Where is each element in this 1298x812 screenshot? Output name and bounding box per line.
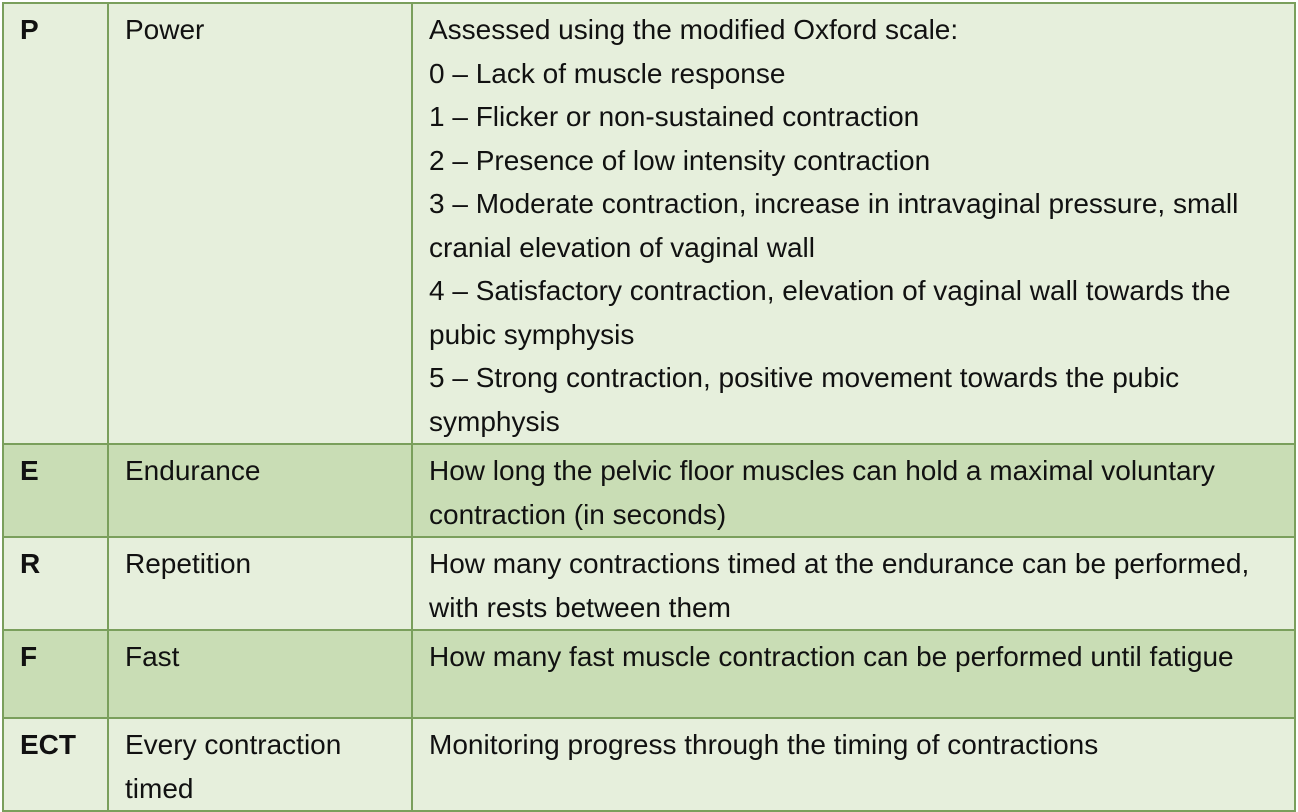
- row-name: Fast: [108, 630, 412, 718]
- row-name: Every contraction timed: [108, 718, 412, 811]
- row-name: Power: [108, 3, 412, 444]
- scale-level-5: 5 – Strong contraction, positive movement towards the pubic symphysis: [429, 362, 1180, 437]
- scale-level-1: 1 – Flicker or non-sustained contraction: [429, 101, 920, 132]
- row-letter: F: [3, 630, 108, 718]
- table-row-endurance: [3, 444, 1295, 537]
- scale-level-0: 0 – Lack of muscle response: [429, 57, 786, 89]
- row-letter: ECT: [3, 718, 108, 811]
- row-name: Endurance: [108, 444, 412, 537]
- scale-level-4: 4 – Satisfactory contraction, elevation of vaginal wall towards the pubic symphysis: [429, 275, 1231, 350]
- row-description: Monitoring progress through the timing of contractions: [412, 718, 1295, 811]
- table-row-every-contraction-timed: [3, 718, 1295, 811]
- scale-level-2: 2 – Presence of low intensity contraction: [429, 144, 931, 176]
- row-description: How many fast muscle contraction can be performed until fatigue: [412, 630, 1295, 718]
- table-row-fast: [3, 630, 1295, 718]
- row-description: [412, 3, 1295, 444]
- scale-level-3: 3 – Moderate contraction, increase in intravaginal pressure, small cranial elevation of vaginal wall: [429, 188, 1239, 263]
- row-description: How long the pelvic floor muscles can hold a maximal voluntary contraction (in seconds): [412, 444, 1295, 537]
- row-description: How many contractions timed at the endurance can be performed, with rests between them: [412, 537, 1295, 630]
- row-letter: R: [3, 537, 108, 630]
- row-letter: E: [3, 444, 108, 537]
- table-row-power: [3, 3, 1295, 444]
- scale-intro: Assessed using the modified Oxford scale:: [429, 14, 959, 45]
- row-letter: P: [3, 3, 108, 444]
- row-name: Repetition: [108, 537, 412, 630]
- perfect-scheme-table: [2, 2, 1296, 812]
- table-row-repetition: [3, 537, 1295, 630]
